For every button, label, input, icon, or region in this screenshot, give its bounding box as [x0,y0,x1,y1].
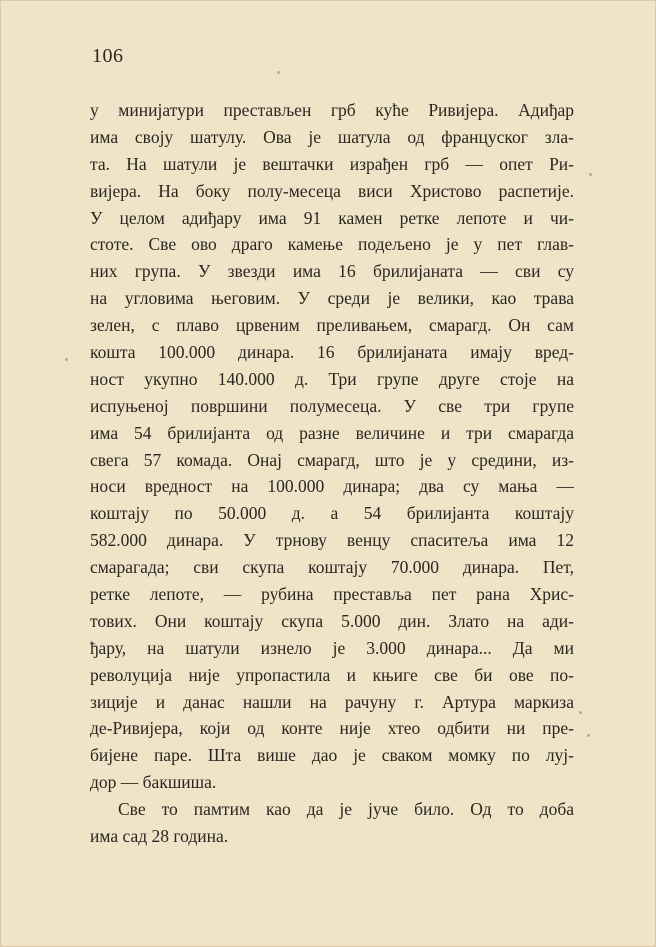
text-line: коштају по 50.000 д. а 54 брилијанта коштају [90,503,574,524]
paragraph [90,796,574,850]
text-line: них група. У звезди има 16 брилијаната — сви су [90,261,574,282]
text-line: смарагада; сви скупа коштају 70.000 динара. Пет, [90,557,574,578]
text-line: стоте. Све ово драго камење подељено је у пет глав- [90,234,574,255]
paper-speck [579,711,582,714]
text-line: зиције и данас нашли на рачуну г. Артура маркиза [90,691,574,712]
text-line: на угловима његовим. У среди је велики, као трава [90,288,574,309]
paper-speck [589,173,592,176]
text-line: Све то памтим као да је јуче било. Од то доба [118,799,574,820]
paper-speck [277,71,280,74]
text-line: у минијатури престављен грб куће Ривијера. Адиђар [90,100,574,120]
text-line: дор — бакшиша. [90,772,217,793]
text-line: кошта 100.000 динара. 16 брилијаната имају вред- [90,342,574,363]
text-line: вијера. На боку полу-месеца виси Христово распетије. [90,180,574,201]
text-line: тових. Они коштају скупа 5.000 дин. Злато на ади- [90,610,574,631]
text-line: зелен, с плаво црвеним преливањем, смарагд. Он сам [90,315,574,336]
text-line: носи вредност на 100.000 динара; два су мања — [90,476,574,497]
text-line: ђару, на шатули изнело је 3.000 динара... Да ми [90,637,574,658]
paragraph [90,97,574,796]
text-line: револуција није упропастила и књиге све би ове по- [90,664,574,685]
text-line: има 54 брилијанта од разне величине и три смарагда [90,422,574,443]
text-line: испуњеној површини полумесеца. У све три групе [90,395,574,416]
paper-speck [587,734,590,737]
text-line: ретке лепоте, — рубина преставља пет рана Хрис- [90,584,574,605]
paper-speck [65,358,68,361]
text-line: та. На шатули је вештачки израђен грб — опет Ри- [90,153,574,174]
text-line: 582.000 динара. У трнову венцу спаситеља има 12 [90,530,574,551]
body-text [90,97,574,850]
page-number: 106 [92,45,124,67]
text-line: има своју шатулу. Ова је шатула од француског зла- [90,126,574,147]
text-line: бијене паре. Шта више дао је сваком момку по луј- [90,745,574,766]
text-line: У целом адиђару има 91 камен ретке лепоте и чи- [90,207,574,228]
text-line: ност укупно 140.000 д. Три групе друге стоје на [90,368,574,389]
text-line: свега 57 комада. Онај смарагд, што је у средини, из- [90,449,574,470]
text-line: де-Ривијера, који од конте није хтео одбити ни пре- [90,718,574,739]
text-line: има сад 28 година. [90,826,229,847]
